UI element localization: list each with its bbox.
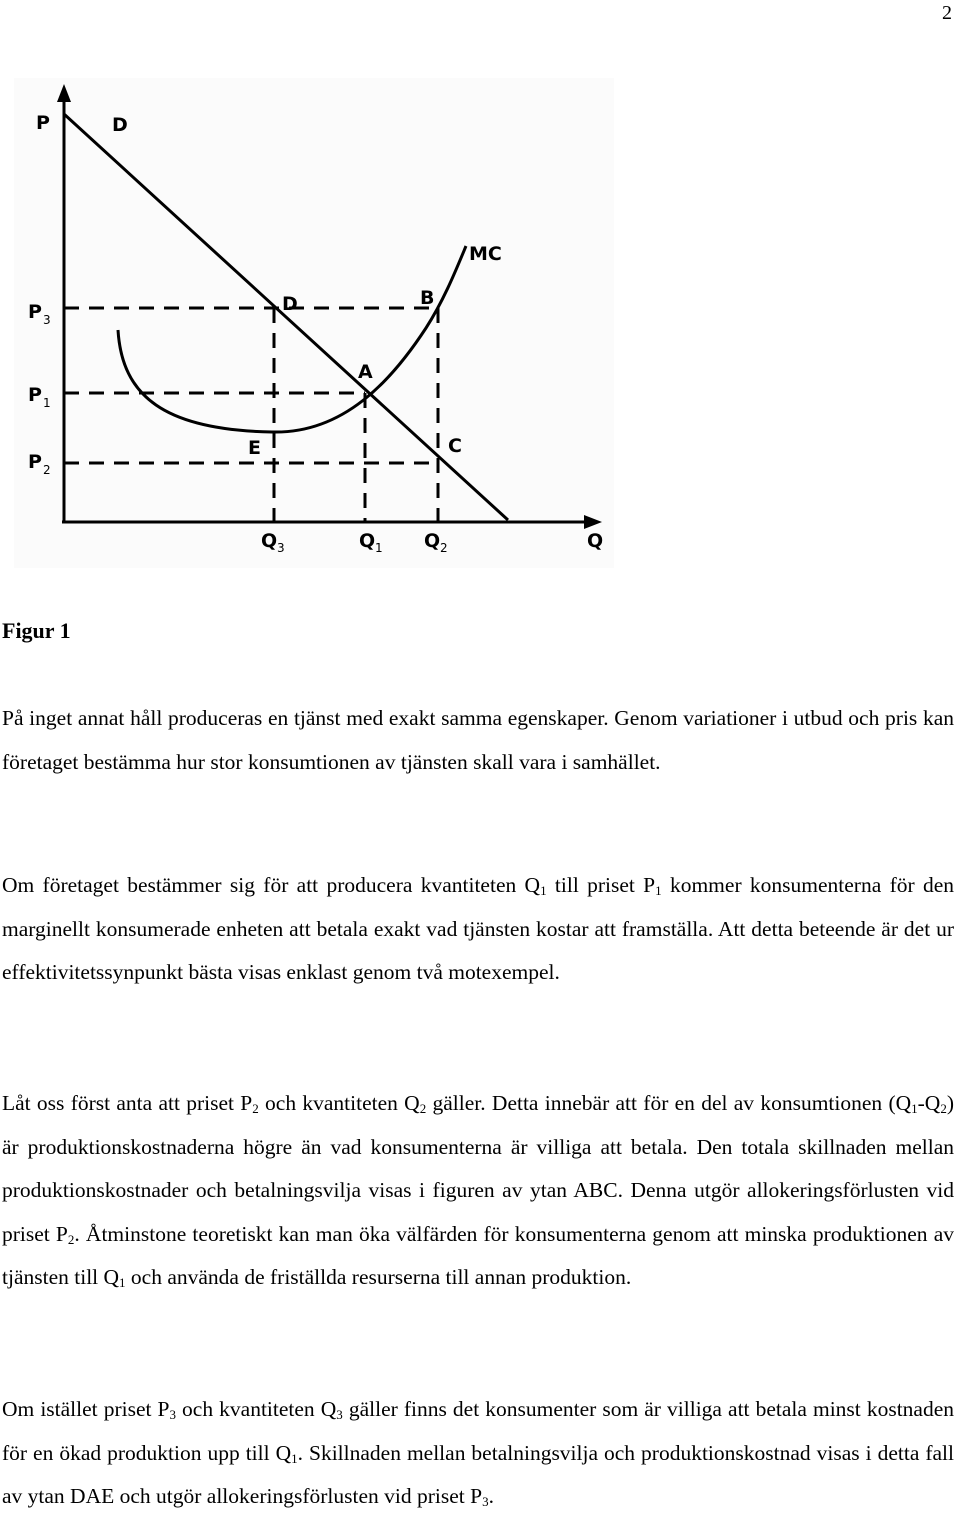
demand-label: D <box>112 114 128 136</box>
p2-subscript: 2 <box>43 463 51 477</box>
paragraph-2: Om företaget bestämmer sig för att producera kvantiteten $Q_1$ till priset $P_1$ kommer konsumenterna för den marginellt konsumerade enheten att betala exakt vad tjänsten kostar att framställa. Att detta beteende är det ur effektivitetssynpunkt bästa visas enklast genom två motexempel. <box>2 873 954 984</box>
q3-subscript: 3 <box>277 541 285 555</box>
q3-label: Q <box>261 530 278 552</box>
figure-caption: Figur 1 <box>2 618 71 643</box>
paragraph-1: På inget annat håll produceras en tjänst med exakt samma egenskaper. Genom variationer i utbud och pris kan företaget bestämma hur stor konsumtionen av tjänsten skall vara i samhället. <box>2 706 954 774</box>
demand-curve <box>64 114 508 520</box>
paragraph-4: Om istället priset $P_3$ och kvantiteten $Q_3$ gäller finns det konsumenter som är villiga att betala minst kostnaden för en ökad produktion upp till $Q_1$. Skillnaden mellan betalningsvilja och produktionskostnad visas i detta fall av ytan DAE och utgör allokeringsförlusten vid priset $P_3$. <box>2 1397 955 1509</box>
paragraph-3: Låt oss först anta att priset $P_2$ och kvantiteten $Q_2$ gäller. Detta innebär att för en del av konsumtionen $(Q_1-Q_2)$ är produktionskostnaderna högre än vad konsumenterna är villiga att betala. Den totala skillnaden mellan produktionskostnader och betalningsvilja visas i figuren av ytan ABC. Denna utgör allokeringsförlusten vid priset $P_2$. Åtminstone teoretiskt kan man öka välfärden för konsumenterna genom att minska produktionen av tjänsten till $Q_1$ och använda de friställda resurserna till annan produktion. <box>2 1091 954 1290</box>
point-b-label: B <box>420 287 435 309</box>
mc-label: MC <box>469 243 502 265</box>
mc-curve <box>118 246 466 432</box>
p1-subscript: 1 <box>43 396 51 410</box>
q1-subscript: 1 <box>375 541 383 555</box>
point-c-label: C <box>448 435 462 457</box>
p-axis-label: P <box>36 112 50 134</box>
figure-1-diagram <box>14 78 614 568</box>
p3-subscript: 3 <box>43 313 51 327</box>
point-a-label: A <box>358 361 373 383</box>
point-d-label: D <box>282 293 298 315</box>
p-axis-arrow <box>57 84 71 102</box>
p1-label: P <box>28 384 42 406</box>
q-axis-label: Q <box>587 530 604 552</box>
q2-label: Q <box>424 530 441 552</box>
point-e-label: E <box>248 437 261 459</box>
q1-label: Q <box>359 530 376 552</box>
q2-subscript: 2 <box>440 541 448 555</box>
p3-label: P <box>28 301 42 323</box>
q-axis-arrow <box>584 515 602 529</box>
page-number: 2 <box>942 2 952 24</box>
supply-demand-graph <box>14 78 614 568</box>
p2-label: P <box>28 451 42 473</box>
